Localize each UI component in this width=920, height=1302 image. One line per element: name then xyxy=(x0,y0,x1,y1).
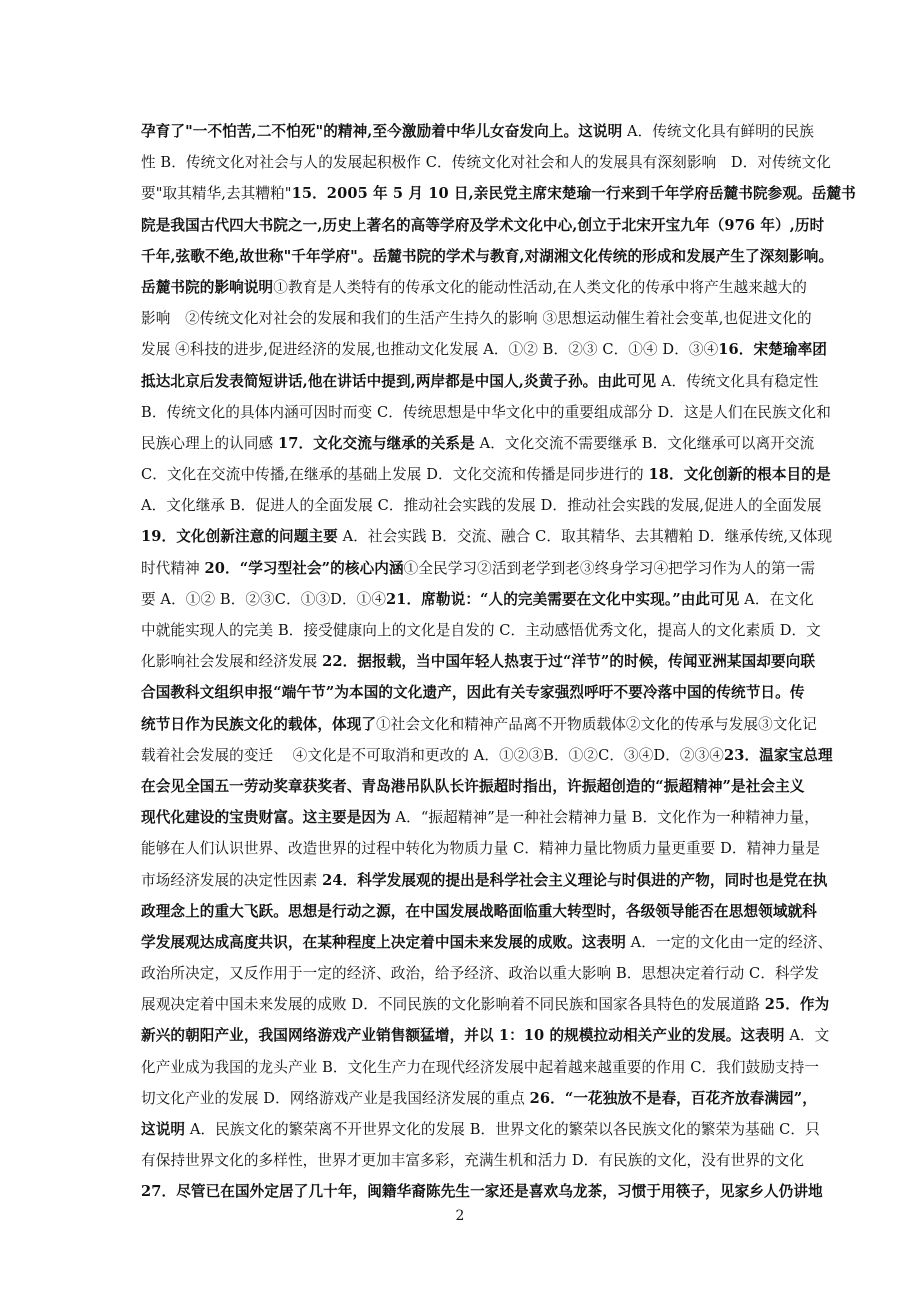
text-line xyxy=(141,989,830,1020)
question-stem-text: 千年,弦歌不绝,故世称"千年学府"。岳麓书院的学术与教育,对湖湘文化传统的形成和发展产生了深刻影响。 xyxy=(141,247,834,265)
answer-option-text: A．传统文化具有稳定性 xyxy=(656,372,819,390)
answer-option-text: ①教育是人类特有的传承文化的能动性活动,在人类文化的传承中将产生越来越大的 xyxy=(273,278,807,296)
answer-option-text: 影响 ②传统文化对社会的发展和我们的生活产生持久的影响 ③思想运动催生着社会变革,也促进文化的 xyxy=(141,310,812,328)
answer-option-text: A．“振超精神”是一种社会精神力量 B．文化作为一种精神力量， xyxy=(390,809,819,827)
text-line xyxy=(141,584,814,615)
text-line xyxy=(141,1052,820,1083)
question-stem-text: 统节日作为民族文化的载体，体现了 xyxy=(141,715,377,733)
question-stem-text: 22．据报载，当中国年轻人热衷于过“洋节”的时候，传闻亚洲某国却要向联 xyxy=(322,653,816,671)
question-stem-text: 院是我国古代四大书院之一,历史上著名的高等学府及学术文化中心,创立于北宋开宝九年（976 年）,历时 xyxy=(141,216,825,234)
question-stem-text: 26．“一花独放不是春，百花齐放春满园”， xyxy=(529,1089,817,1107)
question-stem-text: 20．“学习型社会”的核心内涵 xyxy=(204,559,404,577)
question-stem-text: 21．席勒说：“人的完美需要在文化中实现。”由此可见 xyxy=(386,590,740,608)
question-stem-text: 抵达北京后发表简短讲话,他在讲话中提到,两岸都是中国人,炎黄子孙。由此可见 xyxy=(141,372,657,390)
answer-option-text: 化影响社会发展和经济发展 xyxy=(141,653,323,671)
question-stem-text: 27．尽管已在国外定居了几十年，闽籍华裔陈先生一家还是喜欢乌龙茶，习惯于用筷子，见家乡人仍讲地 xyxy=(141,1183,823,1201)
text-line xyxy=(141,553,816,584)
answer-option-text: 载着社会发展的变迁 ④文化是不可取消和更改的 A．①②③B．①②C．③④D．②③④ xyxy=(141,746,724,764)
question-stem-text: 25．作为 xyxy=(764,996,830,1014)
answer-option-text: 有保持世界文化的多样性，世界才更加丰富多彩，充满生机和活力 D．有民族的文化，没有世界的文化 xyxy=(141,1152,805,1170)
text-line xyxy=(141,490,822,521)
answer-option-text: 性 B．传统文化对社会与人的发展起积极作 C．传统文化对社会和人的发展具有深刻影响 D．对传统文化 xyxy=(141,154,831,172)
text-line xyxy=(141,116,814,147)
answer-option-text: 切文化产业的发展 D．网络游戏产业是我国经济发展的重点 xyxy=(141,1089,530,1107)
answer-option-text: A．民族文化的繁荣离不开世界文化的发展 B．世界文化的繁荣以各民族文化的繁荣为基础 C．只 xyxy=(185,1121,820,1138)
text-line xyxy=(141,927,833,958)
text-line xyxy=(141,366,819,397)
text-line xyxy=(141,958,820,989)
answer-option-text: A．文 xyxy=(784,1027,830,1045)
answer-option-text: C．文化在交流中传播,在继承的基础上发展 D．文化交流和传播是同步进行的 xyxy=(141,466,649,484)
answer-option-text: 能够在人们认识世界、改造世界的过程中转化为物质力量 C．精神力量比物质力量更重要 D．精神力量是 xyxy=(141,840,821,858)
answer-option-text: A．传统文化具有鲜明的民族 xyxy=(622,123,814,140)
answer-option-text: A．文化交流不需要继承 B．文化继承可以离开交流 xyxy=(474,434,815,452)
question-stem-text: 学发展观达成高度共识，在某种程度上决定着中国未来发展的成败。这表明 xyxy=(141,933,626,951)
answer-option-text: 化产业成为我国的龙头产业 B．文化生产力在现代经济发展中起着越来越重要的作用 C．我们鼓励支持一 xyxy=(141,1058,820,1076)
text-line xyxy=(141,865,828,896)
text-line xyxy=(141,1020,830,1051)
text-line xyxy=(141,459,831,490)
question-stem-text: 18．文化创新的根本目的是 xyxy=(648,466,831,484)
text-line xyxy=(141,615,821,646)
text-line xyxy=(141,521,833,552)
text-line xyxy=(141,677,805,708)
text-line xyxy=(141,833,821,864)
question-stem-text: 这说明 xyxy=(141,1121,186,1138)
question-stem-text: 在会见全国五一劳动奖章获奖者、青岛港吊队队长许振超时指出，许振超创造的“振超精神”是社会主义 xyxy=(141,777,805,795)
question-stem-text: 16．宋楚瑜率团 xyxy=(718,341,827,359)
question-stem-text: 合国教科文组织申报“端午节”为本国的文化遗产，因此有关专家强烈呼吁不要冷落中国的传统节日。传 xyxy=(141,684,805,702)
text-line xyxy=(141,272,807,303)
question-stem-text: 现代化建设的宝贵财富。这主要是因为 xyxy=(141,809,391,827)
text-line xyxy=(141,241,834,272)
question-stem-text: 新兴的朝阳产业，我国网络游戏产业销售额猛增，并以 1：10 的规模拉动相关产业的发展。这表明 xyxy=(141,1027,785,1045)
text-line xyxy=(141,740,833,771)
text-line xyxy=(141,1145,805,1176)
text-line xyxy=(141,646,816,677)
answer-option-text: 发展 ④科技的进步,促进经济的发展,也推动文化发展 A．①② B．②③ C．①④ D．③④ xyxy=(141,341,719,359)
answer-option-text: 中就能实现人的完美 B．接受健康向上的文化是自发的 C．主动感悟优秀文化，提高人的文化素质 D．文 xyxy=(141,622,821,639)
answer-option-text: B．传统文化的具体内涵可因时而变 C．传统思想是中华文化中的重要组成部分 D．这是人们在民族文化和 xyxy=(141,403,831,421)
text-line xyxy=(141,397,831,428)
answer-option-text: 市场经济发展的决定性因素 xyxy=(141,871,323,889)
question-stem-text: 24．科学发展观的提出是科学社会主义理论与时俱进的产物，同时也是党在执 xyxy=(322,871,828,889)
answer-option-text: ①社会文化和精神产品离不开物质载体②文化的传承与发展③文化记 xyxy=(376,715,817,733)
page-number: 2 xyxy=(455,1208,465,1224)
question-stem-text: 15．2005 年 5 月 10 日,亲民党主席宋楚瑜一行来到千年学府岳麓书院参观。岳麓书 xyxy=(291,185,856,203)
text-line xyxy=(141,428,815,459)
answer-option-text: 要 A．①② B．②③C．①③D．①④ xyxy=(141,590,387,608)
text-line xyxy=(141,1176,823,1207)
answer-option-text: A．文化继承 B．促进人的全面发展 C．推动社会实践的发展 D．推动社会实践的发展,促进人的全面发展 xyxy=(141,497,822,515)
text-line xyxy=(141,709,817,740)
question-stem-text: 岳麓书院的影响说明 xyxy=(141,278,274,296)
answer-option-text: A．一定的文化由一定的经济、 xyxy=(625,933,833,951)
answer-option-text: 时代精神 xyxy=(141,559,205,577)
question-stem-text: 23．温家宝总理 xyxy=(724,746,833,764)
text-line xyxy=(141,1114,820,1145)
text-line xyxy=(141,802,819,833)
question-stem-text: 17．文化交流与继承的关系是 xyxy=(277,434,475,452)
question-stem-text: 19．文化创新注意的问题主要 xyxy=(141,528,338,546)
answer-option-text: 展观决定着中国未来发展的成败 D．不同民族的文化影响着不同民族和国家各具特色的发展道路 xyxy=(141,996,765,1014)
text-line xyxy=(141,303,812,334)
answer-option-text: ①全民学习②活到老学到老③终身学习④把学习作为人的第一需 xyxy=(403,559,816,577)
text-line xyxy=(141,147,831,178)
question-stem-text: 孕育了"一不怕苦,二不怕死"的精神,至今激励着中华儿女奋发向上。这说明 xyxy=(141,123,623,140)
answer-option-text: 民族心理上的认同感 xyxy=(141,434,278,452)
text-line xyxy=(141,210,825,241)
answer-option-text: A．社会实践 B．交流、融合 C．取其精华、去其糟粕 D．继承传统,又体现 xyxy=(337,528,833,546)
text-line xyxy=(141,178,856,209)
answer-option-text: A．在文化 xyxy=(739,590,814,608)
document-body xyxy=(141,116,856,1208)
text-line xyxy=(141,1083,817,1114)
answer-option-text: 政治所决定，又反作用于一定的经济、政治，给予经济、政治以重大影响 B．思想决定着行动 C．科学发 xyxy=(141,965,820,983)
answer-option-text: 要"取其精华,去其糟粕" xyxy=(141,185,292,203)
question-stem-text: 政理念上的重大飞跃。思想是行动之源，在中国发展战略面临重大转型时，各级领导能否在思想领域就科 xyxy=(141,902,817,920)
text-line xyxy=(141,334,827,365)
text-line xyxy=(141,896,817,927)
text-line xyxy=(141,771,805,802)
